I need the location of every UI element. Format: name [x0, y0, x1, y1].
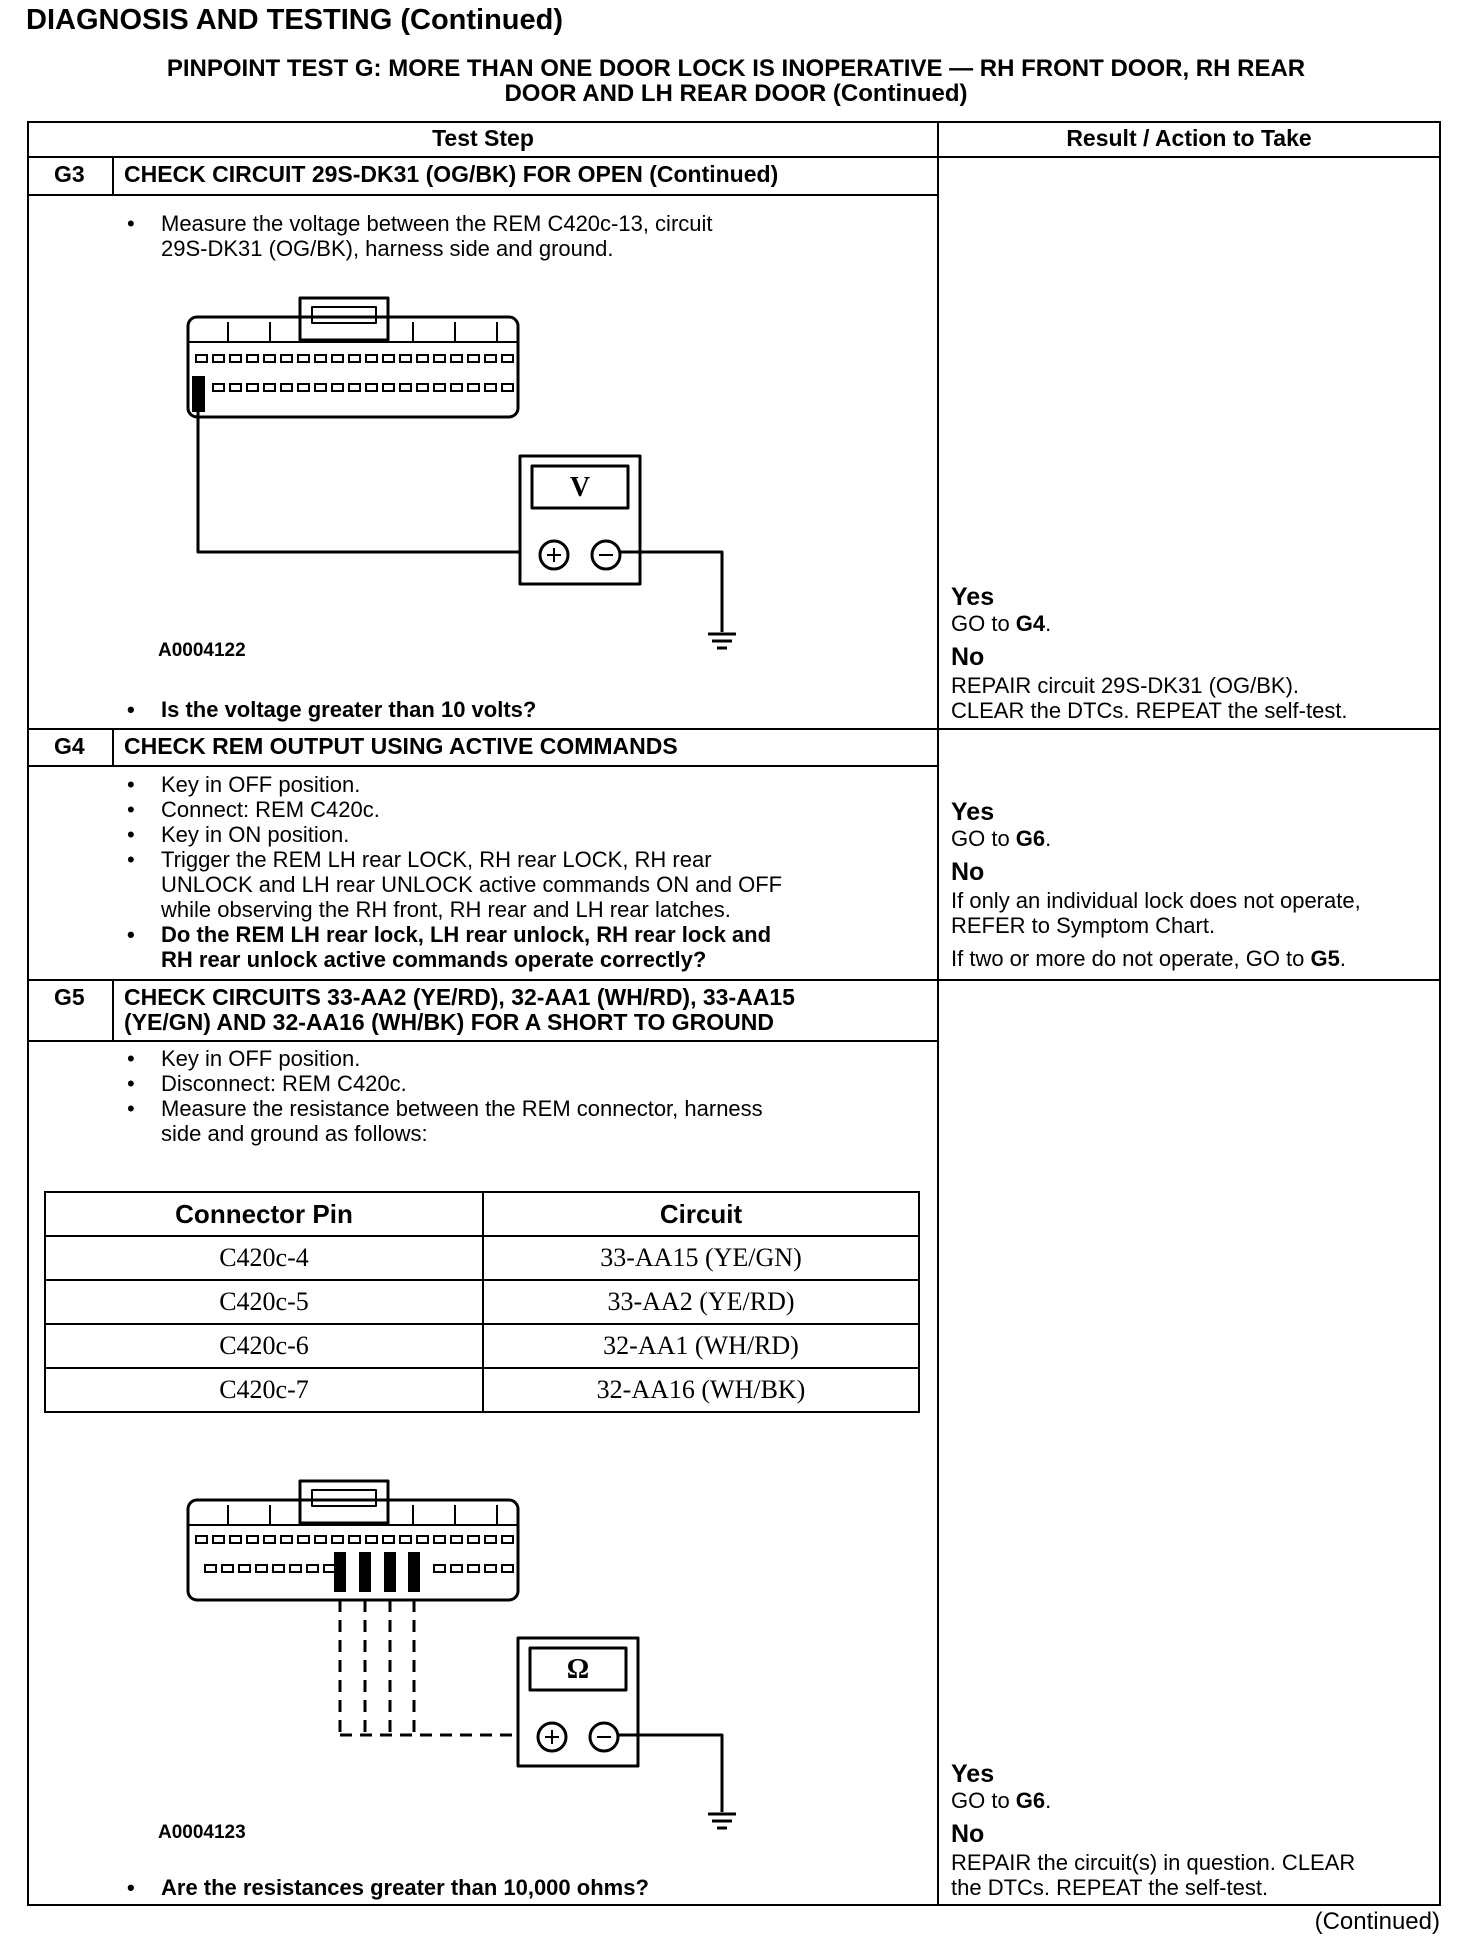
g3-yes-prefix: GO to: [951, 611, 1016, 636]
pin-cell: C420c-5: [45, 1280, 483, 1324]
g5-no-line-2: the DTCs. REPEAT the self-test.: [951, 1875, 1269, 1900]
g4-bullet-3: • Key in ON position.: [127, 822, 350, 847]
g4-yes-label: Yes: [951, 798, 995, 826]
g5-bullet-3-line-1: Measure the resistance between the REM connector, harness: [161, 1096, 763, 1121]
pin-cell: C420c-6: [45, 1324, 483, 1368]
column-header-result: Result / Action to Take: [1066, 125, 1312, 151]
circuit-cell: 32-AA16 (WH/BK): [483, 1368, 919, 1412]
step-title-g5-line-2: (YE/GN) AND 32-AA16 (WH/BK) FOR A SHORT TO GROUND: [124, 1009, 774, 1035]
g3-no-label: No: [951, 643, 985, 671]
page-title: DIAGNOSIS AND TESTING (Continued): [26, 4, 564, 36]
g5-bullet-2: • Disconnect: REM C420c.: [127, 1071, 407, 1096]
subtitle-line-2: DOOR AND LH REAR DOOR (Continued): [504, 80, 968, 107]
g4-no-label: No: [951, 858, 985, 886]
continued-label: (Continued): [1314, 1908, 1440, 1935]
pin-cell: C420c-7: [45, 1368, 483, 1412]
g3-yes-target: G4: [1015, 611, 1046, 636]
g3-bullet-1: • Measure the voltage between the REM C420c-13, circuit 29S-DK31 (OG/BK), harness side and ground.: [161, 211, 921, 261]
probe-tip: [359, 1552, 371, 1592]
step-title-g5-line-1: CHECK CIRCUITS 33-AA2 (YE/RD), 32-AA1 (WH/RD), 33-AA15: [124, 984, 795, 1010]
g3-bullet-1-line-1: Measure the voltage between the REM C420c-13, circuit: [161, 211, 713, 236]
g4-bullet-1: • Key in OFF position.: [127, 772, 361, 797]
connector-latch: [300, 1481, 388, 1523]
probe-tip: [334, 1552, 346, 1592]
probe-tip: [408, 1552, 420, 1592]
circuit-cell: 33-AA15 (YE/GN): [483, 1236, 919, 1280]
g3-yes-action: GO to G4.: [951, 611, 1052, 636]
g4-no-line-1: If only an individual lock does not operate,: [951, 888, 1361, 913]
g5-bullet-2-text: Disconnect: REM C420c.: [161, 1071, 407, 1096]
g5-yes-action: GO to G6.: [951, 1788, 1052, 1813]
figure-id-g3: A0004122: [158, 640, 246, 661]
g4-no-line-3-target: G5: [1310, 946, 1340, 971]
g5-no-label: No: [951, 1820, 985, 1848]
figure-id-g5: A0004123: [158, 1822, 246, 1843]
circuit-cell: 33-AA2 (YE/RD): [483, 1280, 919, 1324]
g5-no-action: [951, 1850, 1355, 1900]
g5-yes-prefix: GO to: [951, 1788, 1016, 1813]
g3-bullet-1-line-2: 29S-DK31 (OG/BK), harness side and ground.: [161, 236, 614, 261]
pin-table-header-circuit: Circuit: [483, 1192, 919, 1236]
step-title-g3: CHECK CIRCUIT 29S-DK31 (OG/BK) FOR OPEN (Continued): [124, 161, 779, 187]
g5-bullet-3-line-2: side and ground as follows:: [161, 1121, 428, 1146]
g3-question-text: Is the voltage greater than 10 volts?: [161, 697, 537, 722]
step-number-g5: G5: [54, 984, 85, 1010]
g4-bullet-2-text: Connect: REM C420c.: [161, 797, 380, 822]
step-number-g3: G3: [54, 161, 85, 187]
g5-question: • Are the resistances greater than 10,000 ohms?: [127, 1875, 649, 1900]
connector-body: [188, 1500, 518, 1600]
g4-no-action-2: If two or more do not operate, GO to G5.: [951, 946, 1346, 971]
column-header-test-step: Test Step: [432, 125, 534, 151]
step-number-g4: G4: [54, 733, 85, 759]
g4-question-line-2: RH rear unlock active commands operate correctly?: [161, 947, 707, 972]
g4-question-line-1: Do the REM LH rear lock, LH rear unlock, RH rear lock and: [161, 922, 772, 947]
g4-bullet-3-text: Key in ON position.: [161, 822, 350, 847]
g5-bullet-1: • Key in OFF position.: [127, 1046, 361, 1071]
g4-question: • Do the REM LH rear lock, LH rear unlock, RH rear lock and RH rear unlock active commands operate correctly?: [161, 922, 921, 972]
g4-yes-target: G6: [1015, 826, 1046, 851]
g4-bullet-1-text: Key in OFF position.: [161, 772, 361, 797]
g5-yes-label: Yes: [951, 1760, 995, 1788]
g4-no-line-2: REFER to Symptom Chart.: [951, 913, 1216, 938]
circuit-cell: 32-AA1 (WH/RD): [483, 1324, 919, 1368]
g5-bullet-1-text: Key in OFF position.: [161, 1046, 361, 1071]
g5-no-line-1: REPAIR the circuit(s) in question. CLEAR: [951, 1850, 1356, 1875]
g4-yes-action: GO to G6.: [951, 826, 1052, 851]
g4-bullet-4-line-3: while observing the RH front, RH rear and LH rear latches.: [161, 897, 731, 922]
g4-bullet-4-line-1: Trigger the REM LH rear LOCK, RH rear LOCK, RH rear: [161, 847, 712, 872]
g3-no-line-2: CLEAR the DTCs. REPEAT the self-test.: [951, 698, 1348, 723]
pin-cell: C420c-4: [45, 1236, 483, 1280]
g3-question: • Is the voltage greater than 10 volts?: [127, 697, 537, 722]
g4-bullet-2: • Connect: REM C420c.: [127, 797, 380, 822]
subtitle-line-1: PINPOINT TEST G: MORE THAN ONE DOOR LOCK IS INOPERATIVE — RH FRONT DOOR, RH REAR: [166, 55, 1306, 82]
g5-bullet-3: • Measure the resistance between the REM connector, harness side and ground as follows:: [161, 1096, 921, 1146]
ohmmeter-symbol: Ω: [566, 1654, 590, 1685]
g5-yes-target: G6: [1015, 1788, 1046, 1813]
g4-no-line-3-prefix: If two or more do not operate, GO to: [951, 946, 1311, 971]
g4-bullet-4: • Trigger the REM LH rear LOCK, RH rear LOCK, RH rear UNLOCK and LH rear UNLOCK active commands ON and OFF while observing the RH front, RH rear and LH rear latches.: [161, 847, 921, 922]
g5-question-text: Are the resistances greater than 10,000 ohms?: [161, 1875, 649, 1900]
pin-table-header-pin: Connector Pin: [45, 1192, 483, 1236]
g3-no-line-1: REPAIR circuit 29S-DK31 (OG/BK).: [951, 673, 1300, 698]
voltmeter-symbol: V: [569, 472, 591, 503]
g3-yes-label: Yes: [951, 583, 995, 611]
g4-bullet-4-line-2: UNLOCK and LH rear UNLOCK active commands ON and OFF: [161, 872, 783, 897]
probe-tip: [384, 1552, 396, 1592]
g4-yes-prefix: GO to: [951, 826, 1016, 851]
step-title-g4: CHECK REM OUTPUT USING ACTIVE COMMANDS: [124, 733, 678, 759]
